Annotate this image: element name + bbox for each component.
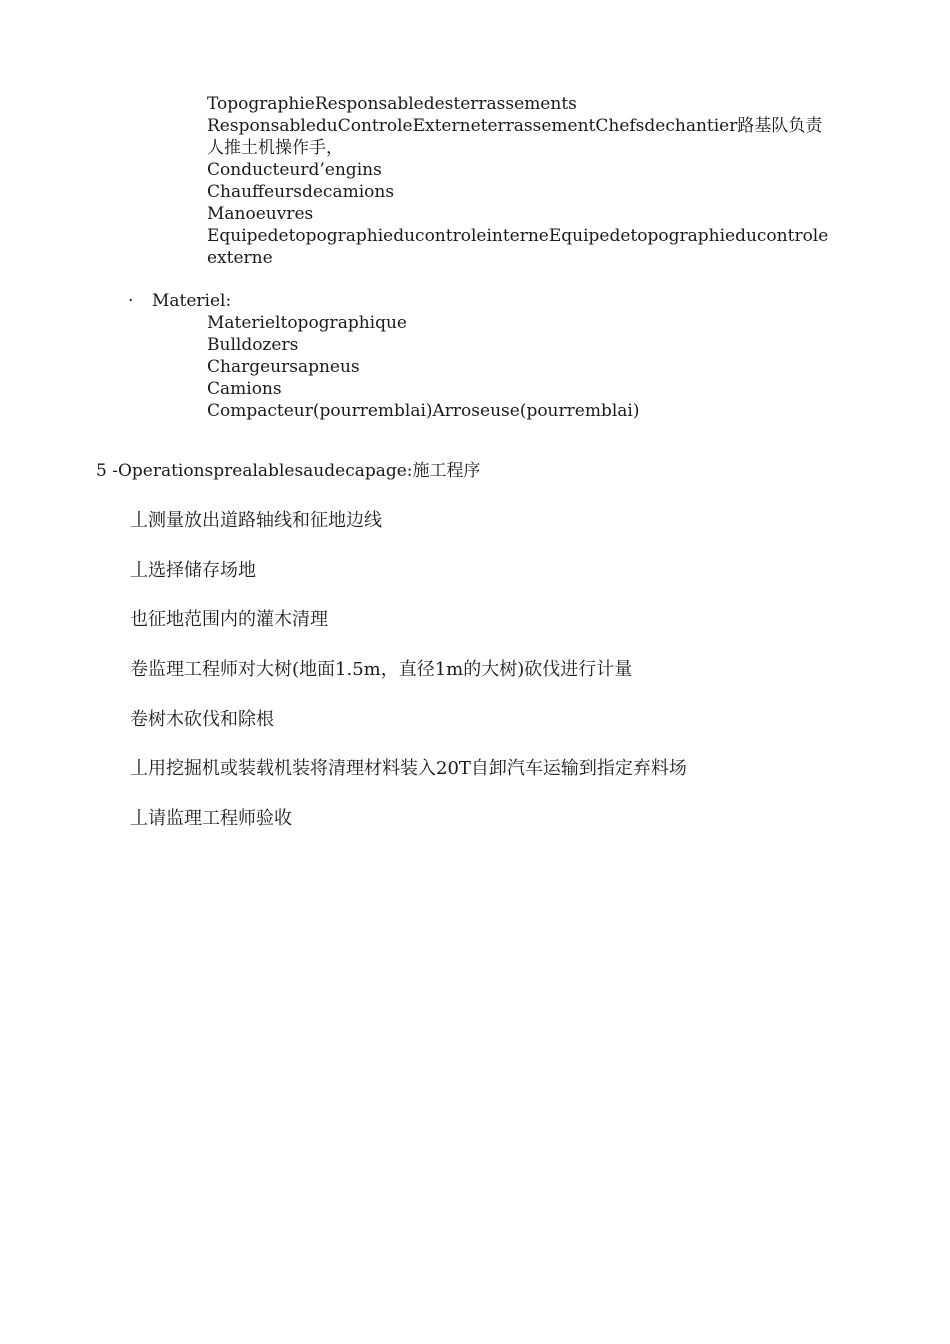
- personnel-item: EquipedetopographieducontroleinterneEquipedetopographieducontroleexterne: [207, 226, 829, 268]
- procedure-step: 卷树木砍伐和除根: [130, 708, 274, 730]
- materiel-label: Materiel:: [152, 291, 232, 311]
- materiel-item: Chargeursapneus: [207, 357, 360, 377]
- personnel-item: Manoeuvres: [207, 204, 314, 224]
- personnel-item: Conducteurd’engins: [207, 160, 382, 180]
- procedure-steps: [130, 509, 687, 857]
- personnel-list: [207, 93, 837, 269]
- materiel-item: Compacteur(pourremblai)Arroseuse(pourremblai): [207, 401, 640, 421]
- materiel-item: Bulldozers: [207, 335, 299, 355]
- section-heading: 5 -Operationsprealablesaudecapage:施工程序: [96, 461, 481, 481]
- procedure-step: 丄请监理工程师验收: [130, 808, 292, 830]
- bullet-marker: ·: [128, 291, 134, 311]
- materiel-list: [207, 312, 837, 422]
- procedure-step: 也征地范围内的灌木清理: [130, 609, 328, 631]
- personnel-item: ResponsableduControleExterneterrassementChefsdechantier路基队负责人推土机操作手，: [207, 116, 823, 158]
- personnel-item: TopographieResponsabledesterrassements: [207, 94, 577, 114]
- materiel-item: Camions: [207, 379, 282, 399]
- procedure-step: 卷监理工程师对大树(地面1.5m，直径1m的大树)砍伐进行计量: [130, 659, 633, 681]
- procedure-step: 丄测量放出道路轴线和征地边线: [130, 510, 382, 531]
- procedure-step: 丄选择储存场地: [130, 559, 256, 581]
- procedure-step: 丄用挖掘机或装载机装将清理材料装入20T自卸汽车运输到指定弃料场: [130, 758, 687, 780]
- materiel-item: Materieltopographique: [207, 313, 407, 333]
- materiel-heading: [128, 290, 231, 312]
- personnel-item: Chauffeursdecamions: [207, 182, 395, 202]
